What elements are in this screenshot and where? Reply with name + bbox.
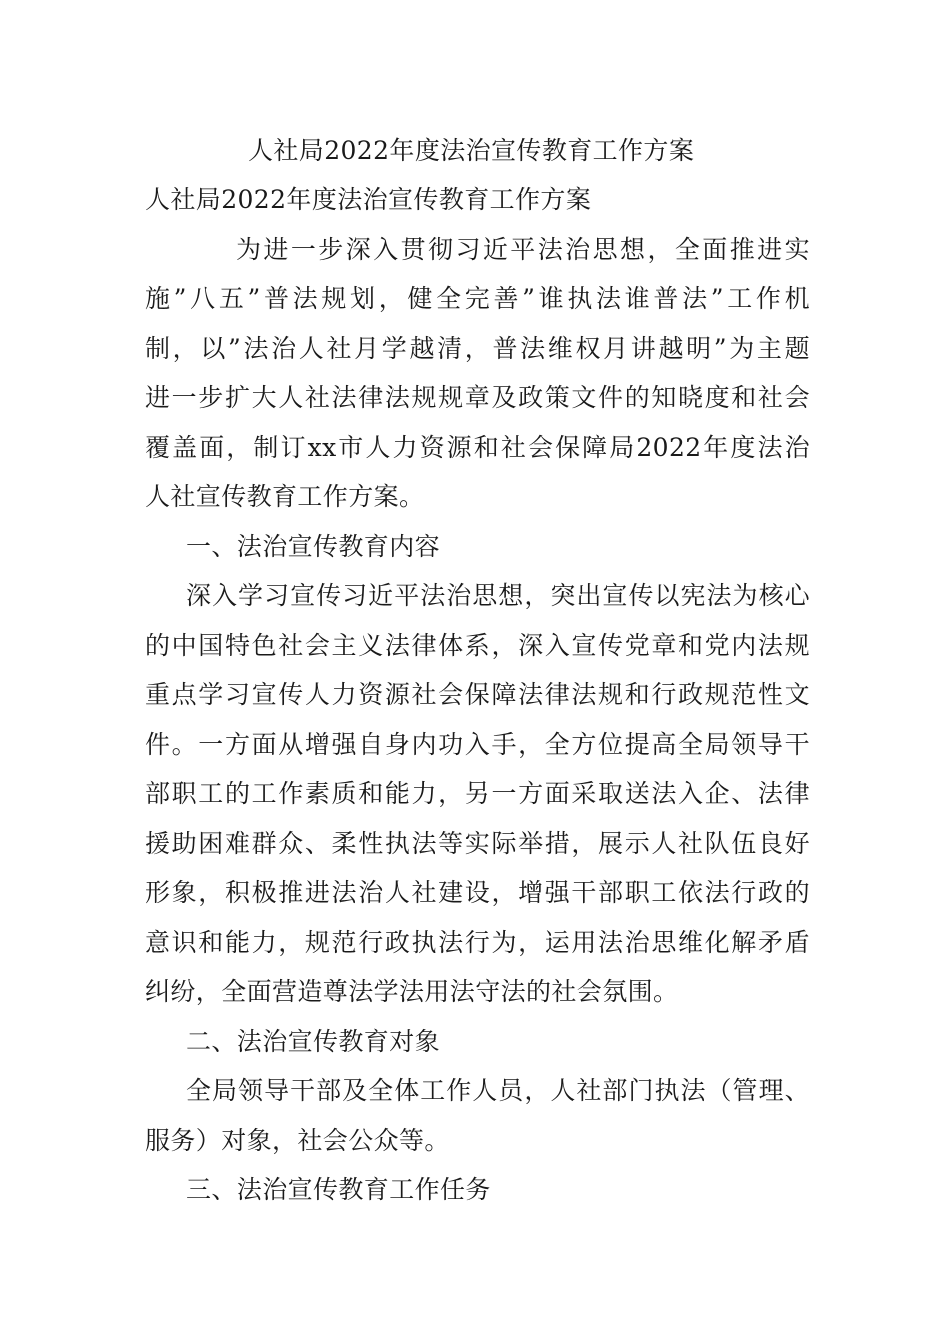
section1-line-2: 的中国特色社会主义法律体系，深入宣传党章和党内法规 (145, 631, 810, 660)
document-title-centered: 人社局2022年度法治宣传教育工作方案 (248, 136, 695, 165)
section1-line-7: 形象，积极推进法治人社建设，增强干部职工依法行政的 (145, 878, 810, 907)
intro-line-2: 施”八五”普法规划，健全完善”谁执法谁普法”工作机 (145, 284, 810, 313)
section1-line-9: 纠纷，全面营造尊法学法用法守法的社会氛围。 (145, 977, 679, 1006)
section1-line-1: 深入学习宣传习近平法治思想，突出宣传以宪法为核心 (186, 581, 810, 610)
section1-heading: 一、法治宣传教育内容 (186, 532, 441, 561)
section1-line-8: 意识和能力，规范行政执法行为，运用法治思维化解矛盾 (145, 928, 810, 957)
intro-line-5: 覆盖面，制订xx市人力资源和社会保障局2022年度法治 (145, 433, 810, 462)
intro-line-1: 为进一步深入贯彻习近平法治思想，全面推进实 (236, 235, 810, 264)
section2-line-1: 全局领导干部及全体工作人员，人社部门执法（管理、 (186, 1076, 810, 1105)
section1-line-3: 重点学习宣传人力资源社会保障法律法规和行政规范性文 (145, 680, 810, 709)
section1-line-6: 援助困难群众、柔性执法等实际举措，展示人社队伍良好 (145, 829, 810, 858)
intro-line-4: 进一步扩大人社法律法规规章及政策文件的知晓度和社会 (145, 383, 810, 412)
document-title: 人社局2022年度法治宣传教育工作方案 (145, 185, 592, 214)
section2-heading: 二、法治宣传教育对象 (186, 1027, 441, 1056)
section2-line-2: 服务）对象，社会公众等。 (145, 1126, 450, 1155)
section1-line-4: 件。一方面从增强自身内功入手，全方位提高全局领导干 (145, 730, 810, 759)
intro-line-3: 制，以”法治人社月学越清，普法维权月讲越明”为主题 (145, 334, 810, 363)
section3-heading: 三、法治宣传教育工作任务 (186, 1175, 491, 1204)
section1-line-5: 部职工的工作素质和能力，另一方面采取送法入企、法律 (145, 779, 810, 808)
intro-line-6: 人社宣传教育工作方案。 (145, 482, 425, 511)
